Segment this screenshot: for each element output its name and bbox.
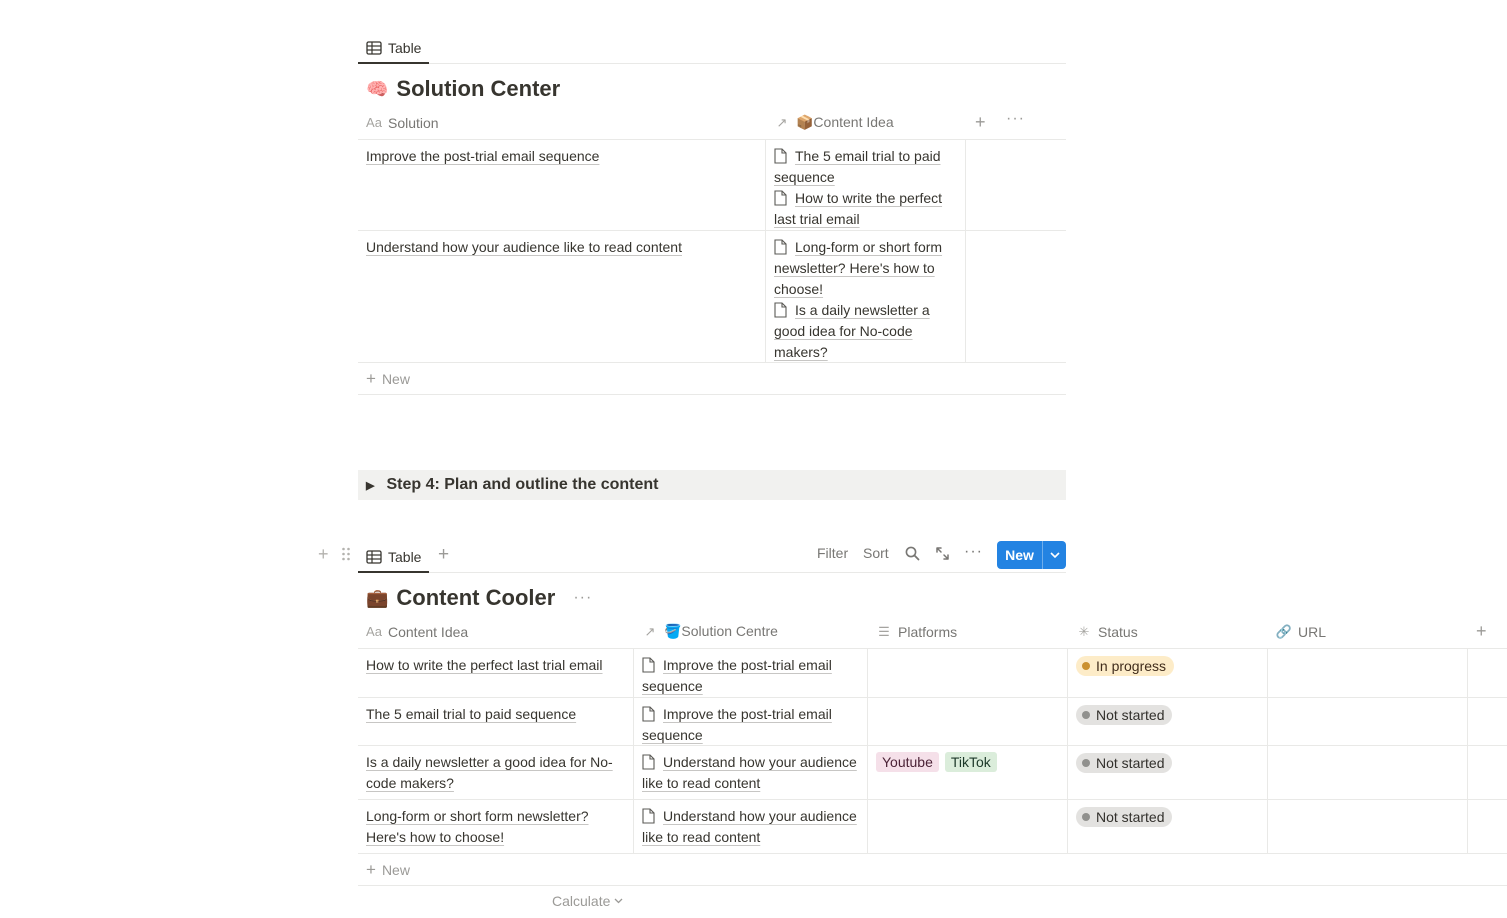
sort-button[interactable]: Sort (863, 545, 889, 561)
platform-tag: Youtube (876, 752, 939, 772)
table-row[interactable] (358, 140, 1066, 231)
expand-icon[interactable] (935, 546, 950, 564)
document-icon (774, 148, 787, 164)
add-new-row-button[interactable]: + New (358, 854, 1507, 886)
solution-center-tabbar (358, 33, 1066, 64)
document-icon (642, 706, 655, 722)
add-view-icon[interactable]: + (438, 544, 450, 565)
content-idea-cell[interactable]: How to write the perfect last trial email (358, 649, 634, 697)
column-header-solution-centre[interactable]: ↗ 🪣Solution Centre (634, 615, 867, 648)
chevron-down-icon[interactable] (1043, 552, 1066, 558)
relation-link[interactable]: Long-form or short form newsletter? Here's how to choose! (774, 239, 943, 297)
relation-link[interactable]: Improve the post-trial email sequence (642, 706, 832, 743)
column-header-content-idea[interactable]: Aa Content Idea (366, 623, 469, 640)
table-icon (366, 550, 382, 564)
solution-cell[interactable]: Understand how your audience like to read content (358, 231, 766, 362)
triangle-right-icon[interactable]: ▶ (366, 479, 375, 492)
relation-arrow-icon: ↗ (644, 623, 656, 639)
tab-label: Table (388, 39, 422, 56)
status-cell[interactable] (1068, 800, 1268, 853)
table-row[interactable] (358, 698, 1507, 746)
toggle-heading: Step 4: Plan and outline the content (386, 476, 659, 493)
status-cell[interactable] (1068, 649, 1268, 697)
platform-tag: TikTok (945, 752, 997, 772)
tab-label: Table (388, 548, 422, 565)
url-cell[interactable] (1268, 746, 1468, 799)
platforms-cell[interactable] (868, 746, 1068, 799)
add-block-icon[interactable]: + (318, 544, 329, 564)
filter-button[interactable]: Filter (817, 545, 849, 561)
toggle-block[interactable] (358, 470, 1066, 500)
table-row[interactable] (358, 746, 1507, 800)
solution-centre-cell[interactable] (634, 649, 868, 697)
table-row[interactable] (358, 231, 1066, 363)
document-icon (642, 657, 655, 673)
briefcase-emoji-icon: 💼 (366, 587, 389, 608)
text-property-icon: Aa (366, 115, 382, 130)
solution-centre-cell[interactable] (634, 698, 868, 745)
plus-icon: + (366, 859, 376, 879)
content-idea-cell[interactable] (766, 231, 966, 362)
add-property-icon[interactable]: + (975, 112, 986, 132)
content-idea-cell[interactable]: Is a daily newsletter a good idea for No-code makers? (358, 746, 634, 799)
calculate-button[interactable]: Calculate (552, 893, 623, 909)
link-icon: 🔗 (1275, 623, 1293, 639)
status-cell[interactable] (1068, 746, 1268, 799)
status-badge: Not started (1076, 705, 1172, 725)
status-badge: In progress (1076, 656, 1174, 676)
platforms-cell[interactable] (868, 649, 1068, 697)
add-property-icon[interactable]: + (1476, 621, 1487, 641)
tab-table[interactable] (358, 542, 429, 573)
more-options-icon[interactable]: ··· (573, 589, 593, 606)
status-badge: Not started (1076, 753, 1172, 773)
column-header-status[interactable]: ✳ Status (1068, 615, 1267, 648)
column-header-platforms[interactable]: ☰ Platforms (868, 615, 1067, 648)
search-icon[interactable] (905, 546, 920, 564)
database-title[interactable] (366, 76, 560, 102)
add-new-row-button[interactable]: + New (358, 363, 1066, 395)
more-options-icon[interactable]: ··· (1006, 110, 1025, 127)
status-cell[interactable] (1068, 698, 1268, 745)
table-row[interactable] (358, 800, 1507, 854)
url-cell[interactable] (1268, 698, 1468, 745)
document-icon (774, 302, 787, 318)
url-cell[interactable] (1268, 800, 1468, 853)
solution-centre-cell[interactable] (634, 746, 868, 799)
relation-link[interactable]: Improve the post-trial email sequence (642, 657, 832, 694)
new-button[interactable]: New (997, 541, 1066, 569)
relation-link[interactable]: Is a daily newsletter a good idea for No-code makers? (774, 302, 930, 360)
status-badge: Not started (1076, 807, 1172, 827)
chevron-down-icon (614, 898, 623, 904)
relation-link[interactable]: Understand how your audience like to read content (642, 808, 857, 845)
table-row[interactable] (358, 649, 1507, 698)
relation-arrow-icon: ↗ (776, 114, 788, 130)
more-options-icon[interactable]: ··· (964, 543, 983, 560)
list-icon: ☰ (878, 623, 890, 639)
column-header-url[interactable]: 🔗 URL (1275, 623, 1327, 640)
page-title: Solution Center (396, 76, 561, 101)
solution-centre-cell[interactable] (634, 800, 868, 853)
column-header-solution[interactable]: Aa Solution (366, 114, 439, 131)
url-cell[interactable] (1268, 649, 1468, 697)
solution-center-header (358, 106, 1066, 140)
solution-cell[interactable]: Improve the post-trial email sequence (358, 140, 766, 230)
text-property-icon: Aa (366, 624, 382, 639)
database-title[interactable] (366, 585, 592, 611)
document-icon (774, 239, 787, 255)
page-title: Content Cooler (396, 585, 556, 610)
table-icon (366, 41, 382, 55)
content-cooler-header (358, 615, 1507, 649)
platforms-cell[interactable] (868, 698, 1068, 745)
drag-handle-icon[interactable] (341, 546, 351, 565)
content-idea-cell[interactable]: The 5 email trial to paid sequence (358, 698, 634, 745)
plus-icon: + (366, 368, 376, 388)
brain-emoji-icon: 🧠 (366, 78, 389, 99)
content-idea-cell[interactable] (766, 140, 966, 230)
document-icon (642, 754, 655, 770)
document-icon (642, 808, 655, 824)
relation-link[interactable]: The 5 email trial to paid sequence (774, 148, 941, 185)
tab-table[interactable] (358, 33, 429, 64)
relation-link[interactable]: How to write the perfect last trial email (774, 190, 943, 227)
content-idea-cell[interactable]: Long-form or short form newsletter? Here's how to choose! (358, 800, 634, 853)
document-icon (774, 190, 787, 206)
column-header-content-idea[interactable]: ↗ 📦Content Idea (766, 106, 966, 139)
status-spinner-icon: ✳ (1078, 623, 1090, 639)
relation-link[interactable]: Understand how your audience like to read content (642, 754, 857, 791)
content-cooler-tabbar (358, 542, 1066, 573)
platforms-cell[interactable] (868, 800, 1068, 853)
